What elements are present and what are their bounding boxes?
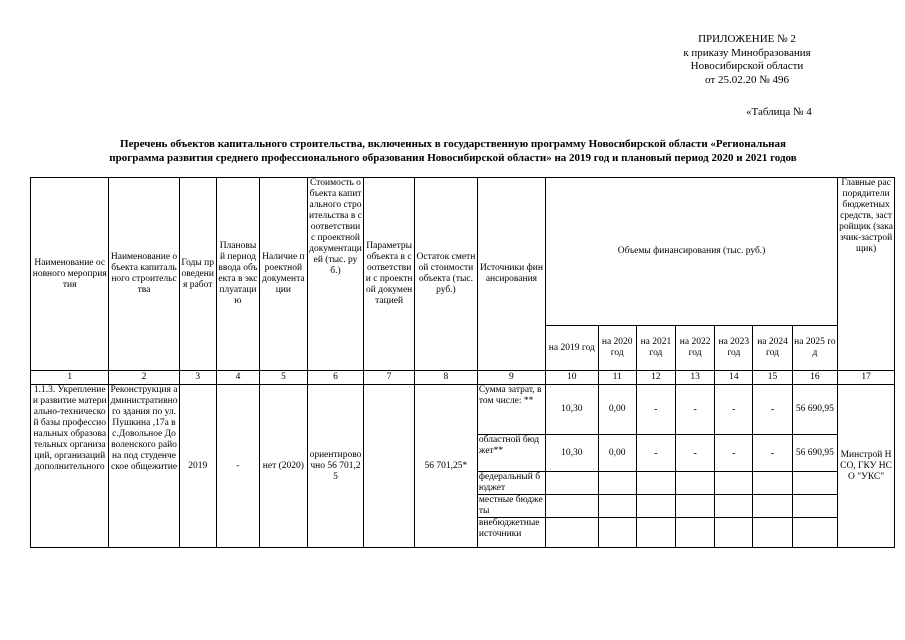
header-project-docs: Наличие проектной документации	[260, 178, 307, 371]
source-cell: внебюджетные источники	[477, 518, 545, 548]
title-line-2: программа развития среднего профессионального образования Новосибирской области» на 2019 год и плановый период 2020 и 2021 годов	[109, 151, 797, 164]
value-2024: -	[753, 435, 792, 472]
value-2021: -	[636, 385, 675, 435]
value-2021: -	[636, 435, 675, 472]
appendix-title: ПРИЛОЖЕНИЕ № 2	[698, 33, 796, 45]
value-2024	[753, 495, 792, 518]
col-number: 5	[260, 371, 307, 385]
value-2023: -	[715, 385, 753, 435]
value-2020	[598, 472, 636, 495]
source-cell: федеральный бюджет	[477, 472, 545, 495]
col-number: 17	[838, 371, 895, 385]
appendix-region: Новосибирской области	[690, 60, 804, 72]
activity-cell: 1.1.3. Укрепление и развитие материально-технической базы профессиональных образовательных организаций, организаций дополнительного	[31, 385, 109, 548]
header-year-2023: на 2023 год	[715, 326, 753, 371]
value-2022	[676, 495, 715, 518]
params-cell	[364, 385, 415, 548]
table-frame	[30, 177, 895, 572]
value-2019: 10,30	[545, 435, 598, 472]
object-cell: Реконструкция административного здания по ул.Пушкина ,17а в с.Довольное Доволенского района под студенческое общежитие	[109, 385, 179, 548]
col-number: 15	[753, 371, 792, 385]
header-funding: Объемы финансирования (тыс. руб.)	[545, 178, 837, 326]
col-number: 7	[364, 371, 415, 385]
value-2020: 0,00	[598, 385, 636, 435]
header-executor: Главные распорядители бюджетных средств, застройщик (заказчик-застройщик)	[838, 178, 895, 371]
header-cost: Стоимость объекта капитального строительства в соответствии с проектной документацией (тыс. руб.)	[307, 178, 364, 371]
header-remaining: Остаток сметной стоимости объекта (тыс. руб.)	[414, 178, 477, 371]
header-years-work: Годы проведения работ	[179, 178, 216, 371]
header-sources: Источники финансирования	[477, 178, 545, 371]
source-cell: областной бюджет**	[477, 435, 545, 472]
header-params: Параметры объекта в соответствии с проектной документацией	[364, 178, 415, 371]
col-number: 1	[31, 371, 109, 385]
cost-cell: ориентировочно 56 701,25	[307, 385, 364, 548]
source-cell: местные бюджеты	[477, 495, 545, 518]
years-work-cell: 2019	[179, 385, 216, 548]
value-2023	[715, 472, 753, 495]
header-year-2021: на 2021 год	[636, 326, 675, 371]
value-2025: 56 690,95	[792, 385, 837, 435]
col-number: 13	[676, 371, 715, 385]
col-number: 3	[179, 371, 216, 385]
col-number: 11	[598, 371, 636, 385]
header-object: Наименование объекта капитального строительства	[109, 178, 179, 371]
col-number: 2	[109, 371, 179, 385]
value-2024	[753, 472, 792, 495]
col-number: 12	[636, 371, 675, 385]
value-2025	[792, 495, 837, 518]
appendix-date: от 25.02.20 № 496	[705, 73, 789, 86]
col-number: 6	[307, 371, 364, 385]
value-2025	[792, 518, 837, 548]
col-number: 9	[477, 371, 545, 385]
executor-cell: Минстрой НСО, ГКУ НСО "УКС"	[838, 385, 895, 548]
value-2024: -	[753, 385, 792, 435]
col-number: 8	[414, 371, 477, 385]
header-year-2025: на 2025 год	[792, 326, 837, 371]
project-docs-cell: нет (2020)	[260, 385, 307, 548]
value-2019	[545, 495, 598, 518]
appendix-block	[647, 33, 847, 87]
value-2020	[598, 495, 636, 518]
table-reference: «Таблица № 4	[746, 106, 812, 118]
value-2025	[792, 472, 837, 495]
value-2020	[598, 518, 636, 548]
value-2023	[715, 495, 753, 518]
source-cell: Сумма затрат, в том числе: **	[477, 385, 545, 435]
value-2024	[753, 518, 792, 548]
document-title	[28, 138, 878, 165]
value-2022: -	[676, 435, 715, 472]
column-number-row	[31, 371, 895, 385]
header-year-2022: на 2022 год	[676, 326, 715, 371]
value-2019	[545, 518, 598, 548]
header-year-2024: на 2024 год	[753, 326, 792, 371]
col-number: 14	[715, 371, 753, 385]
appendix-order: к приказу Минобразования	[683, 46, 811, 59]
value-2025: 56 690,95	[792, 435, 837, 472]
value-2020: 0,00	[598, 435, 636, 472]
title-line-1: Перечень объектов капитального строительства, включенных в государственную программу Новосибирской области «Региональная	[120, 138, 786, 150]
value-2022: -	[676, 385, 715, 435]
value-2019: 10,30	[545, 385, 598, 435]
value-2022	[676, 518, 715, 548]
col-number: 4	[216, 371, 259, 385]
value-2021	[636, 518, 675, 548]
value-2022	[676, 472, 715, 495]
table-row	[31, 385, 895, 435]
col-number: 10	[545, 371, 598, 385]
remaining-cell: 56 701,25*	[414, 385, 477, 548]
header-activity: Наименование основного мероприятия	[31, 178, 109, 371]
value-2021	[636, 495, 675, 518]
value-2021	[636, 472, 675, 495]
value-2023: -	[715, 435, 753, 472]
objects-table	[30, 177, 895, 548]
header-plan-period: Плановый период ввода объекта в эксплуатацию	[216, 178, 259, 371]
col-number: 16	[792, 371, 837, 385]
plan-period-cell: -	[216, 385, 259, 548]
value-2023	[715, 518, 753, 548]
value-2019	[545, 472, 598, 495]
header-year-2019: на 2019 год	[545, 326, 598, 371]
header-year-2020: на 2020 год	[598, 326, 636, 371]
